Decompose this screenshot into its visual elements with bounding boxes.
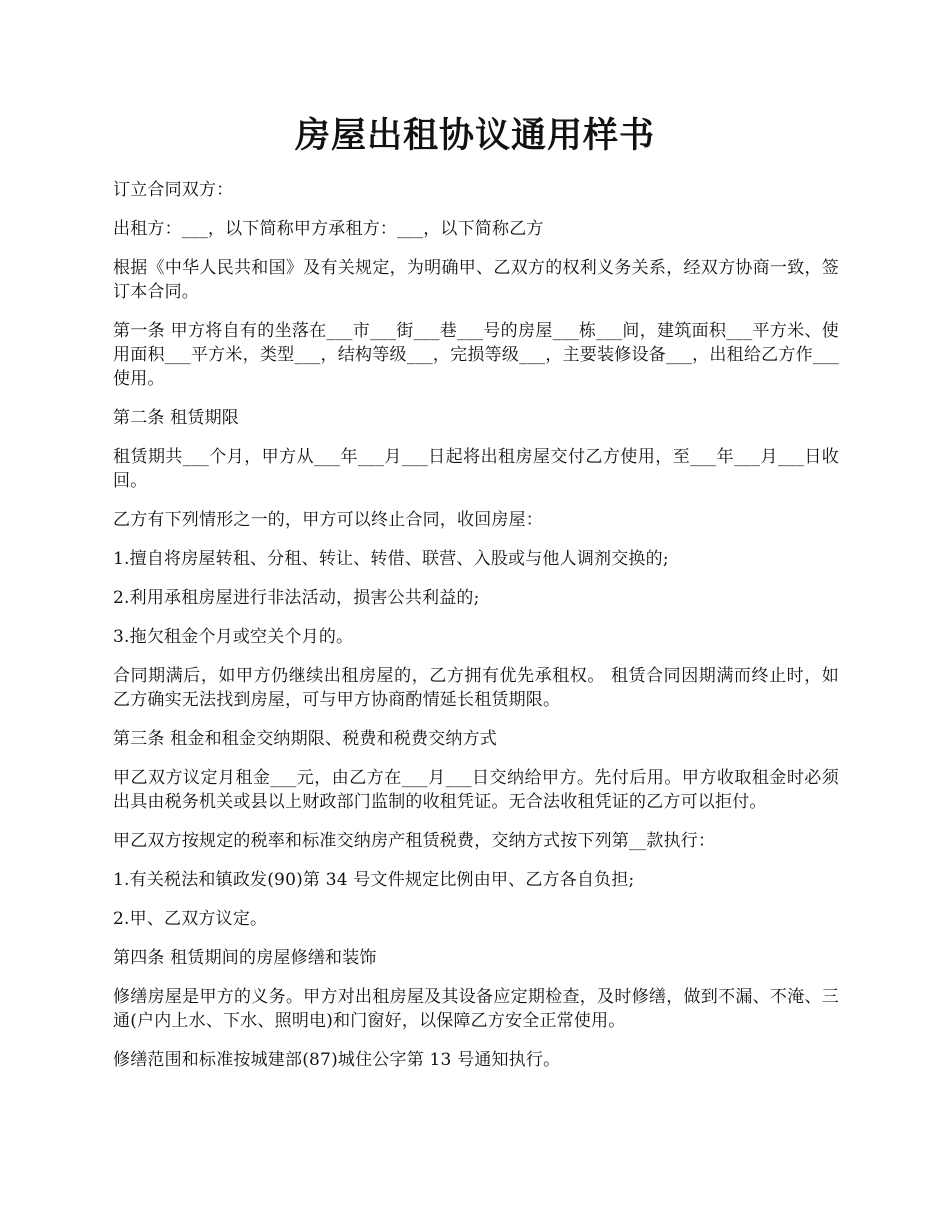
paragraph-article-2-heading: 第二条 租赁期限: [113, 408, 240, 428]
paragraph-article-1: 第一条 甲方将自有的坐落在___市___街___巷___号的房屋___栋___间，建筑面积___平方米、使用面积___平方米，类型___，结构等级___，完损等级___，主要装修设备___，出租给乙方作___使用。: [113, 321, 839, 389]
paragraph-article-4-heading: 第四条 租赁期间的房屋修缮和装饰: [113, 948, 377, 968]
paragraph-condition-1: 1.擅自将房屋转租、分租、转让、转借、联营、入股或与他人调剂交换的;: [113, 549, 669, 569]
paragraph-tax-option-2: 2.甲、乙双方议定。: [113, 909, 268, 929]
paragraph-condition-2: 2.利用承租房屋进行非法活动，损害公共利益的;: [113, 588, 480, 608]
paragraph-termination-conditions: 乙方有下列情形之一的，甲方可以终止合同，收回房屋：: [113, 510, 543, 530]
paragraph-rent: 甲乙双方议定月租金___元，由乙方在___月___日交纳给甲方。先付后用。甲方收取租金时必须出具由税务机关或县以上财政部门监制的收租凭证。无合法收租凭证的乙方可以拒付。: [113, 768, 839, 812]
paragraph-condition-3: 3.拖欠租金个月或空关个月的。: [113, 627, 354, 647]
paragraph-tax-option-1: 1.有关税法和镇政发(90)第 34 号文件规定比例由甲、乙方各自负担;: [113, 870, 635, 890]
document-title: 房屋出租协议通用样书: [294, 115, 655, 156]
paragraph-article-3-heading: 第三条 租金和租金交纳期限、税费和税费交纳方式: [113, 729, 498, 749]
paragraph-repair-duty: 修缮房屋是甲方的义务。甲方对出租房屋及其设备应定期检查，及时修缮，做到不漏、不淹、三通(户内上水、下水、照明电)和门窗好，以保障乙方安全正常使用。: [113, 987, 839, 1031]
paragraph-preamble: 根据《中华人民共和国》及有关规定，为明确甲、乙双方的权利义务关系，经双方协商一致，签订本合同。: [113, 258, 839, 302]
paragraph-lease-term: 租赁期共___个月，甲方从___年___月___日起将出租房屋交付乙方使用，至___年___月___日收回。: [113, 447, 839, 491]
paragraph-renewal: 合同期满后，如甲方仍继续出租房屋的，乙方拥有优先承租权。 租赁合同因期满而终止时，如乙方确实无法找到房屋，可与甲方协商酌情延长租赁期限。: [113, 666, 839, 710]
paragraph-tax: 甲乙双方按规定的税率和标准交纳房产租赁税费，交纳方式按下列第__款执行：: [113, 831, 716, 851]
paragraph-parties-heading: 订立合同双方：: [113, 180, 234, 200]
document-body: [113, 178, 839, 1087]
paragraph-parties: 出租方：___，以下简称甲方承租方：___，以下简称乙方: [113, 219, 544, 239]
paragraph-repair-scope: 修缮范围和标准按城建部(87)城住公字第 13 号通知执行。: [113, 1050, 561, 1070]
